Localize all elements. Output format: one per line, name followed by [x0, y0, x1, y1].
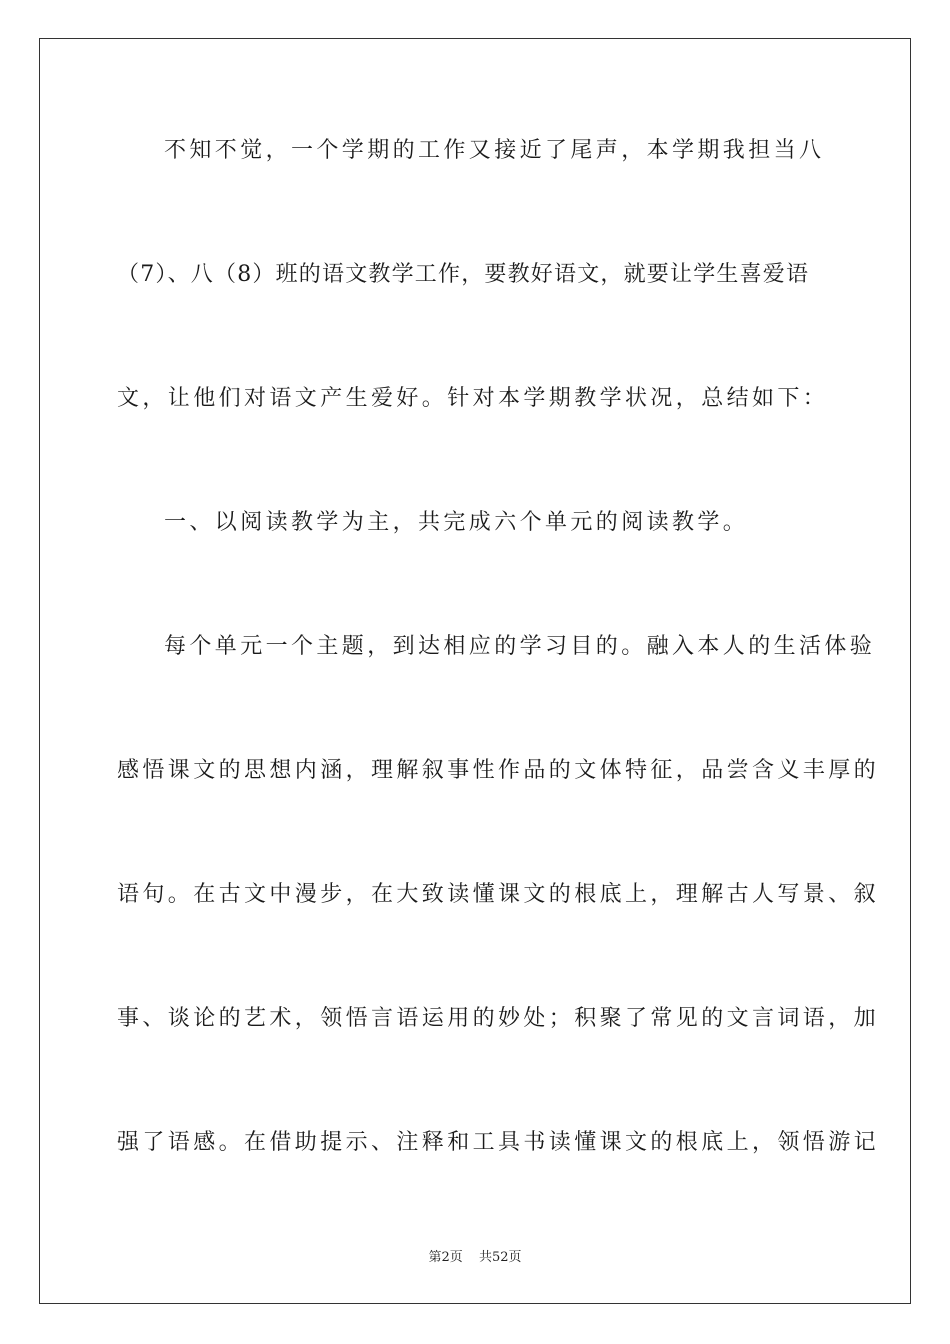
page-number: 第2页: [428, 1250, 463, 1265]
page-border: [39, 38, 911, 1304]
paragraph-line-5: 每个单元一个主题，到达相应的学习目的。融入本人的生活体验: [164, 634, 876, 659]
paragraph-line-2: （7）、八（8）班的语文教学工作，要教好语文，就要让学生喜爱语: [117, 262, 810, 287]
paragraph-line-3: 文，让他们对语文产生爱好。针对本学期教学状况，总结如下：: [117, 386, 829, 411]
paragraph-line-9: 强了语感。在借助提示、注释和工具书读懂课文的根底上，领悟游记: [117, 1130, 880, 1155]
section-heading-1: 一、以阅读教学为主，共完成六个单元的阅读教学。: [164, 510, 749, 535]
paragraph-line-8: 事、谈论的艺术，领悟言语运用的妙处；积聚了常见的文言词语，加: [117, 1006, 880, 1031]
paragraph-line-6: 感悟课文的思想内涵，理解叙事性作品的文体特征，品尝含义丰厚的: [117, 758, 880, 783]
paragraph-line-1: 不知不觉，一个学期的工作又接近了尾声，本学期我担当八: [164, 138, 825, 163]
page-total: 共52页: [478, 1250, 522, 1265]
page-footer: [0, 1246, 950, 1265]
paragraph-line-7: 语句。在古文中漫步，在大致读懂课文的根底上，理解古人写景、叙: [117, 882, 880, 907]
